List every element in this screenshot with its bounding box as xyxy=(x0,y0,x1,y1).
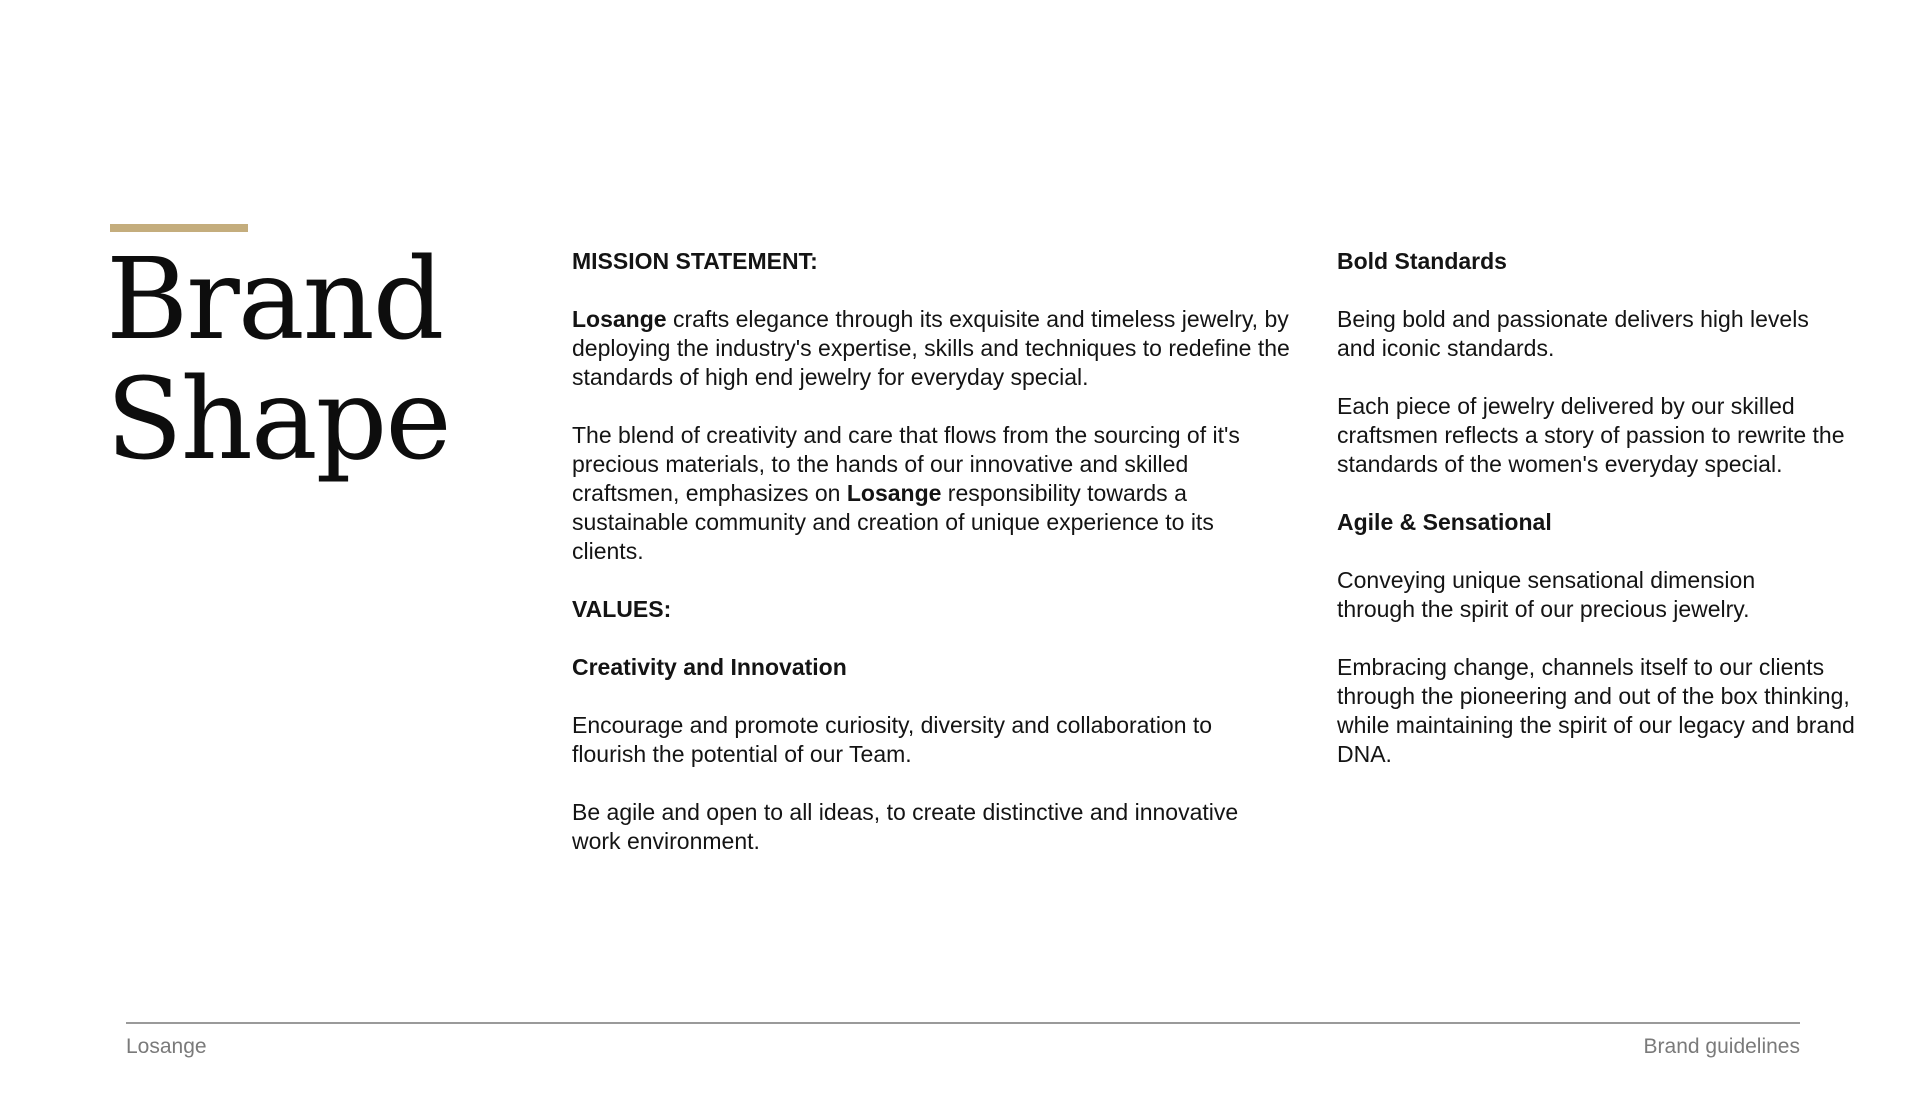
value-title-bold: Bold Standards xyxy=(1337,248,1507,274)
mission-paragraph-2-after: responsibility towards a sustainable community and creation of unique experience to its clients. xyxy=(572,480,1214,564)
page-title xyxy=(106,235,450,485)
accent-bar xyxy=(110,224,248,232)
values-column-right xyxy=(1337,247,1897,798)
mission-values-column xyxy=(572,247,1292,885)
mission-paragraph-1 xyxy=(572,305,1292,392)
title-line-1: Brand xyxy=(106,235,443,365)
footer-document-title: Brand guidelines xyxy=(1643,1035,1800,1058)
value-title-agile: Agile & Sensational xyxy=(1337,509,1552,535)
value-title-creativity: Creativity and Innovation xyxy=(572,654,847,680)
brand-name-inline: Losange xyxy=(572,306,667,332)
footer-brand: Losange xyxy=(126,1035,207,1058)
values-heading: VALUES: xyxy=(572,596,672,622)
value-bold-paragraph-1: Being bold and passionate delivers high levels and iconic standards. xyxy=(1337,306,1809,361)
mission-paragraph-1-text: crafts elegance through its exquisite and timeless jewelry, by deploying the industry's expertise, skills and techniques to redefine the standards of high end jewelry for everyday special. xyxy=(572,306,1290,390)
value-bold-paragraph-2: Each piece of jewelry delivered by our skilled craftsmen reflects a story of passion to rewrite the standards of the women's everyday special. xyxy=(1337,393,1845,477)
value-agile-paragraph-2: Embracing change, channels itself to our clients through the pioneering and out of the box thinking, while maintaining the spirit of our legacy and brand DNA. xyxy=(1337,654,1855,767)
title-line-2: Shape xyxy=(106,355,450,485)
mission-paragraph-2 xyxy=(572,421,1242,566)
value-agile-paragraph-1: Conveying unique sensational dimension through the spirit of our precious jewelry. xyxy=(1337,567,1756,622)
mission-heading: MISSION STATEMENT: xyxy=(572,248,818,274)
mission-paragraph-2-before: The blend of creativity and care that flows from the sourcing of it's precious materials, to the hands of our innovative and skilled craftsmen, emphasizes on xyxy=(572,422,1240,506)
footer-divider xyxy=(126,1022,1800,1024)
brand-name-inline: Losange xyxy=(846,480,942,506)
value-creativity-paragraph-2: Be agile and open to all ideas, to create distinctive and innovative work environment. xyxy=(572,799,1239,854)
value-creativity-paragraph-1: Encourage and promote curiosity, diversity and collaboration to flourish the potential of our Team. xyxy=(572,712,1213,767)
